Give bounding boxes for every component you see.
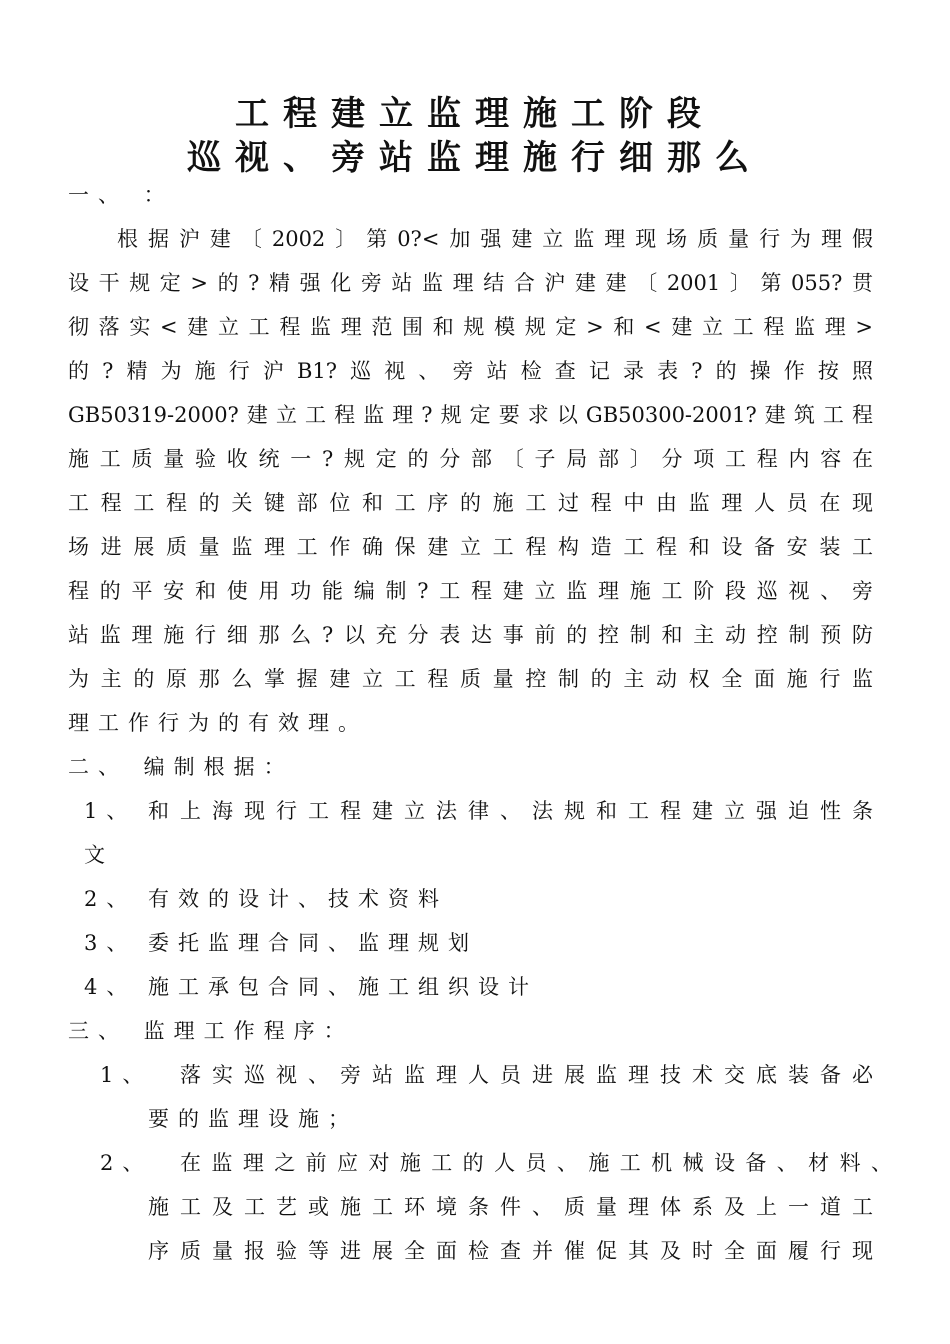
section-1-paragraph-line: 的?精为施行沪B1?巡视、旁站检查记录表?的操作按照: [68, 359, 873, 383]
section-1-paragraph-line: 站监理施行细那么?以充分表达事前的控制和主动控制预防: [68, 623, 873, 647]
list-item-text: 在监理之前应对施工的人员、施工机械设备、材料、: [180, 1151, 892, 1175]
section-1-paragraph-line: GB50319-2000?建立工程监理?规定要求以GB50300-2001?建筑工程: [68, 403, 873, 427]
list-item-number: 1、: [84, 799, 137, 823]
list-item-text: 和上海现行工程建立法律、法规和工程建立强迫性条: [148, 799, 873, 823]
list-item-continuation: 文: [84, 843, 114, 867]
section-1-paragraph-line: 程的平安和使用功能编制?工程建立监理施工阶段巡视、旁: [68, 579, 873, 603]
section-1-paragraph-line: 设干规定>的?精强化旁站监理结合沪建建〔2001〕第055?贯: [68, 271, 873, 295]
list-item-number: 4、: [84, 975, 137, 999]
list-item-text: 委托监理合同、监理规划: [148, 931, 478, 955]
section-1-paragraph-line: 施工质量验收统一?规定的分部〔子局部〕分项工程内容在: [68, 447, 873, 471]
section-1-paragraph-line: 为主的原那么掌握建立工程质量控制的主动权全面施行监: [68, 667, 873, 691]
section-1-paragraph-line: 理工作行为的有效理。: [68, 711, 368, 735]
document-title-line-1: 工程建立监理施工阶段: [235, 94, 715, 134]
list-item-number: 3、: [84, 931, 137, 955]
section-1-paragraph-line: 场进展质量监理工作确保建立工程构造工程和设备安装工: [68, 535, 873, 559]
list-item-text: 有效的设计、技术资料: [148, 887, 448, 911]
list-item-text: 落实巡视、旁站监理人员进展监理技术交底装备必: [180, 1063, 873, 1087]
section-3-heading: 三、 监理工作程序：: [68, 1019, 354, 1043]
list-item-text: 施工承包合同、施工组织设计: [148, 975, 538, 999]
section-1-paragraph-line: 彻落实<建立工程监理范围和规模规定>和<建立工程监理>: [68, 315, 873, 339]
list-item-continuation: 要的监理设施；: [148, 1107, 358, 1131]
document-title-line-2: 巡视、旁站监理施行细那么: [187, 138, 763, 178]
list-item-number: 1、: [100, 1063, 153, 1087]
section-1-paragraph-line: 工程工程的关键部位和工序的施工过程中由监理人员在现: [68, 491, 873, 515]
section-1-paragraph-line: 根据沪建〔2002〕第0?<加强建立监理现场质量行为理假: [117, 227, 873, 251]
list-item-number: 2、: [100, 1151, 153, 1175]
section-1-heading: 一、 ：: [68, 183, 174, 207]
list-item-number: 2、: [84, 887, 137, 911]
list-item-continuation: 序质量报验等进展全面检查并催促其及时全面履行现: [148, 1239, 873, 1263]
section-2-heading: 二、 编制根据：: [68, 755, 294, 779]
list-item-continuation: 施工及工艺或施工环境条件、质量理体系及上一道工: [148, 1195, 873, 1219]
